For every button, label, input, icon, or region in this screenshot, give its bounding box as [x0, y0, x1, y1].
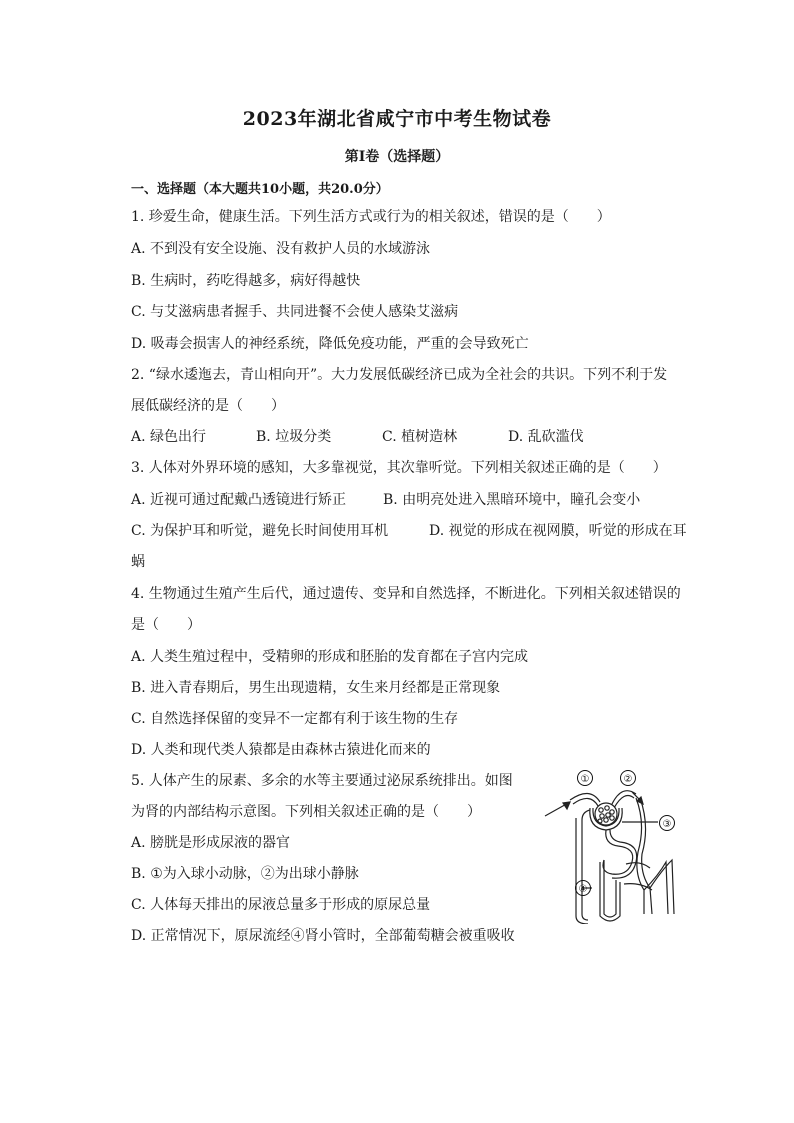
q3-option-d-continued: 蜗	[131, 554, 145, 570]
label-2: ②	[623, 774, 633, 785]
q1-option-a: A. 不到没有安全设施、没有救护人员的水域游泳	[131, 241, 431, 257]
q4-option-c: C. 自然选择保留的变异不一定都有利于该生物的生存	[131, 711, 459, 727]
part-title: 第Ⅰ卷（选择题）	[344, 149, 450, 165]
nephron-diagram	[540, 764, 700, 924]
q2-stem-line1: 2. “绿水逶迤去，青山相向开”。大力发展低碳经济已成为全社会的共识。下列不利于发	[131, 367, 668, 383]
q5-option-b: B. ①为入球小动脉，②为出球小静脉	[131, 866, 359, 882]
inlet-arrowhead	[563, 802, 570, 809]
renal-tubule	[603, 830, 633, 874]
q2-option-a: A. 绿色出行	[131, 429, 207, 445]
q4-stem-line2: 是（ ）	[131, 617, 201, 633]
q3-option-b: B. 由明亮处进入黑暗环境中，瞳孔会变小	[383, 492, 641, 508]
q1-option-d: D. 吸毒会损害人的神经系统，降低免疫功能，严重的会导致死亡	[131, 336, 529, 352]
q3-stem: 3. 人体对外界环境的感知，大多靠视觉，其次靠听觉。下列相关叙述正确的是（ ）	[131, 460, 667, 476]
q5-option-d: D. 正常情况下，原尿流经④肾小管时，全部葡萄糖会被重吸收	[131, 928, 515, 944]
q2-option-d: D. 乱砍滥伐	[508, 429, 584, 445]
capillary-network	[636, 798, 644, 914]
q2-options	[131, 426, 584, 446]
q4-option-d: D. 人类和现代类人猿都是由森林古猿进化而来的	[131, 742, 431, 758]
q2-option-b: B. 垃圾分类	[256, 429, 332, 445]
q1-stem: 1. 珍爱生命，健康生活。下列生活方式或行为的相关叙述，错误的是（ ）	[131, 209, 611, 225]
q1-option-b: B. 生病时，药吃得越多，病好得越快	[131, 273, 361, 289]
label-4: ④	[578, 884, 588, 895]
afferent-arteriole	[570, 793, 600, 802]
q5-stem-line1: 5. 人体产生的尿素、多余的水等主要通过泌尿系统排出。如图	[131, 773, 513, 789]
q3-options-row1	[131, 489, 640, 509]
q4-option-a: A. 人类生殖过程中，受精卵的形成和胚胎的发育都在子宫内完成	[131, 649, 529, 665]
label-3: ③	[662, 819, 672, 830]
section-heading: 一、选择题（本大题共10小题，共20.0分）	[131, 182, 389, 197]
q2-option-c: C. 植树造林	[382, 429, 458, 445]
q3-option-a: A. 近视可通过配戴凸透镜进行矫正	[131, 492, 347, 508]
q3-option-c: C. 为保护耳和听觉，避免长时间使用耳机	[131, 523, 389, 539]
q4-stem-line1: 4. 生物通过生殖产生后代，通过遗传、变异和自然选择，不断进化。下列相关叙述错误的	[131, 586, 681, 602]
collecting-duct	[582, 820, 588, 920]
q2-stem-line2: 展低碳经济的是（ ）	[131, 398, 285, 414]
q5-option-c: C. 人体每天排出的尿液总量多于形成的原尿总量	[131, 897, 431, 913]
label-1: ①	[580, 774, 590, 785]
q4-option-b: B. 进入青春期后，男生出现遗精，女生来月经都是正常现象	[131, 680, 501, 696]
q3-option-d: D. 视觉的形成在视网膜，听觉的形成在耳	[429, 523, 687, 539]
q5-option-a: A. 膀胱是形成尿液的器官	[131, 835, 291, 851]
q5-stem-line2: 为肾的内部结构示意图。下列相关叙述正确的是（ ）	[131, 804, 481, 820]
q3-options-row2	[131, 520, 687, 540]
q1-option-c: C. 与艾滋病患者握手、共同进餐不会使人感染艾滋病	[131, 304, 459, 320]
page-title: 2023年湖北省咸宁市中考生物试卷	[242, 108, 552, 130]
